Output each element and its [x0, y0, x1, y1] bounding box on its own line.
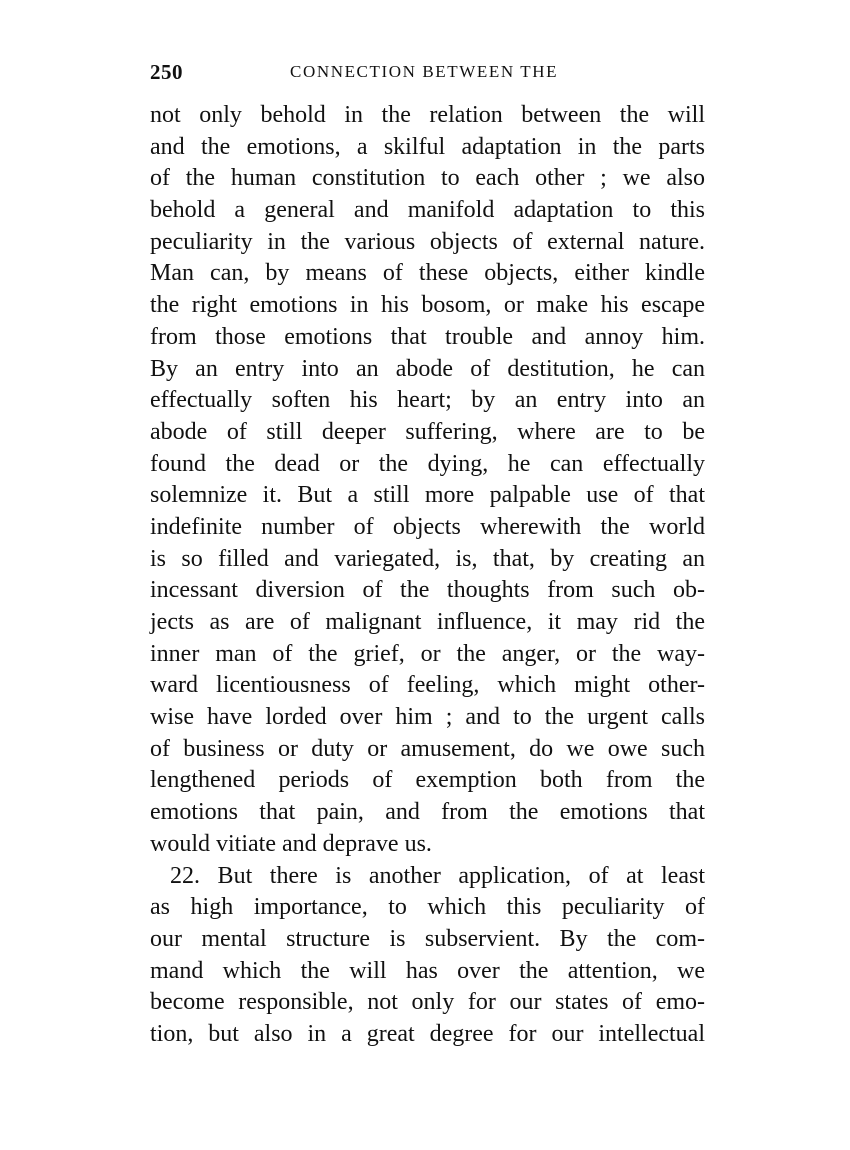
text-line: behold a general and manifold adaptation to this: [150, 197, 705, 224]
text-line: lengthened periods of exemption both from the: [150, 767, 705, 794]
body-text: [150, 100, 705, 1051]
text-line: of the human constitution to each other ; we also: [150, 165, 705, 192]
text-line: inner man of the grief, or the anger, or the way-: [150, 640, 705, 667]
text-line: found the dead or the dying, he can effectually: [150, 450, 705, 477]
text-line: is so filled and variegated, is, that, by creating an: [150, 545, 705, 572]
text-line: wise have lorded over him ; and to the urgent calls: [150, 704, 705, 731]
text-line: our mental structure is subservient. By the com-: [150, 925, 705, 952]
page-header: [150, 60, 710, 90]
text-line: incessant diversion of the thoughts from such ob-: [150, 577, 705, 604]
text-line: ward licentiousness of feeling, which might other-: [150, 672, 705, 699]
text-line: not only behold in the relation between the will: [150, 102, 705, 128]
text-line: abode of still deeper suffering, where are to be: [150, 418, 705, 445]
text-line: effectually soften his heart; by an entry into an: [150, 387, 705, 414]
running-head: CONNECTION BETWEEN THE: [290, 62, 559, 81]
text-line: indefinite number of objects wherewith the world: [150, 513, 705, 540]
text-line: emotions that pain, and from the emotions that: [150, 799, 705, 826]
text-line: solemnize it. But a still more palpable use of that: [150, 482, 705, 509]
text-line: mand which the will has over the attention, we: [150, 957, 705, 984]
paragraph-end-line: would vitiate and deprave us.: [150, 830, 432, 857]
page-number: 250: [150, 60, 183, 84]
text-line: jects as are of malignant influence, it may rid the: [150, 609, 705, 635]
text-line: from those emotions that trouble and annoy him.: [150, 323, 705, 350]
text-line: peculiarity in the various objects of external nature.: [150, 228, 705, 255]
text-line: By an entry into an abode of destitution, he can: [150, 355, 705, 382]
text-line: Man can, by means of these objects, either kindle: [150, 260, 705, 287]
text-line: of business or duty or amusement, do we owe such: [150, 735, 705, 762]
text-line: tion, but also in a great degree for our intellectual: [150, 1020, 705, 1047]
text-line: the right emotions in his bosom, or make his escape: [150, 292, 705, 319]
text-line: as high importance, to which this peculiarity of: [150, 894, 705, 921]
paragraph-start-line: 22. But there is another application, of at least: [170, 862, 705, 889]
text-line: become responsible, not only for our states of emo-: [150, 989, 705, 1016]
text-line: and the emotions, a skilful adaptation in the parts: [150, 133, 705, 160]
